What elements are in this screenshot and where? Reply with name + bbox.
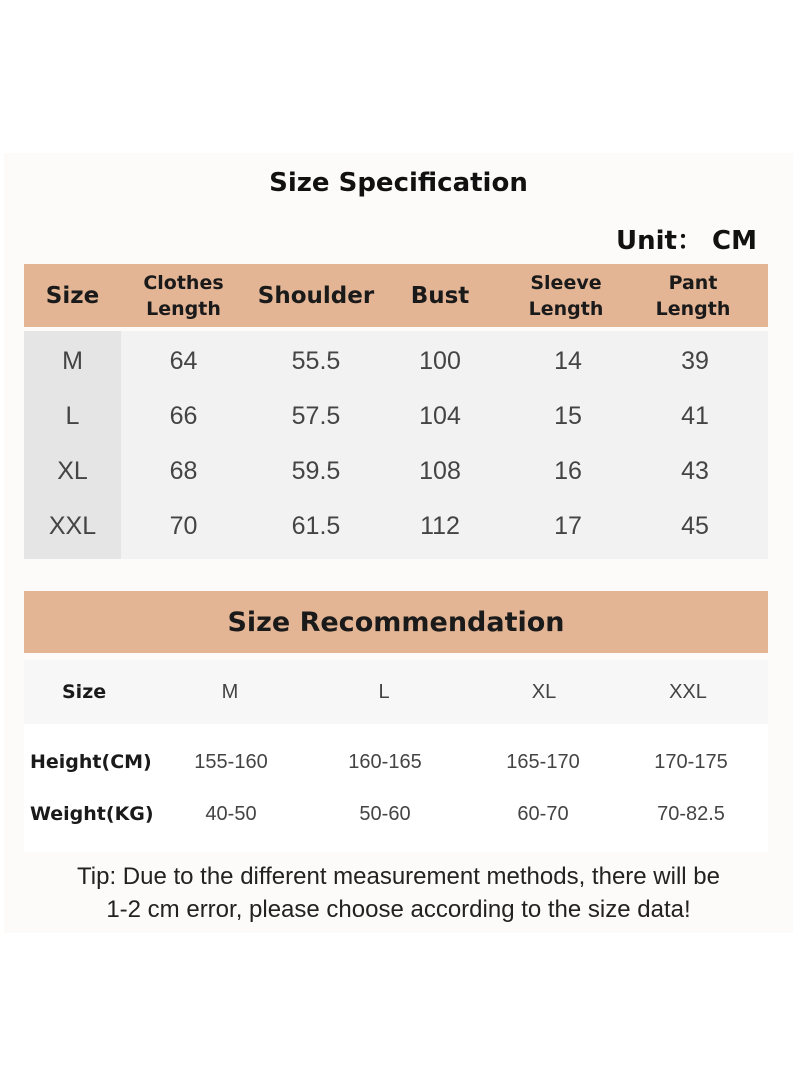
spec-cell: 43 bbox=[681, 457, 709, 485]
recommendation-cell: 70-82.5 bbox=[657, 802, 725, 825]
spec-cell: 45 bbox=[681, 512, 709, 540]
table-row bbox=[24, 736, 768, 788]
recommendation-cell: 160-165 bbox=[348, 750, 422, 773]
table-row bbox=[24, 334, 768, 389]
spec-cell: 100 bbox=[419, 347, 461, 375]
recommendation-cell: 155-160 bbox=[194, 750, 268, 773]
spec-cell: 55.5 bbox=[291, 347, 341, 375]
spec-cell: 41 bbox=[681, 402, 709, 430]
spec-cell: 68 bbox=[169, 457, 198, 485]
spec-header-pant-length: Pant Length bbox=[655, 271, 731, 320]
spec-header-shoulder: Shoulder bbox=[257, 282, 375, 309]
recommendation-size: XXL bbox=[669, 680, 707, 703]
recommendation-size-label: Size bbox=[62, 681, 107, 703]
recommendation-table-body bbox=[24, 724, 768, 852]
recommendation-cell: 170-175 bbox=[654, 750, 728, 773]
recommendation-cell: 60-70 bbox=[517, 802, 569, 825]
spec-cell: 14 bbox=[554, 347, 582, 375]
recommendation-size-row bbox=[24, 660, 768, 724]
spec-cell: 15 bbox=[554, 402, 582, 430]
page-title: Size Specification bbox=[269, 168, 528, 198]
spec-cell: M bbox=[62, 347, 83, 375]
spec-cell: 104 bbox=[419, 402, 461, 430]
recommendation-cell: 165-170 bbox=[506, 750, 580, 773]
tip-line-2: 1-2 cm error, please choose according to the size data! bbox=[106, 896, 691, 923]
recommendation-cell: 40-50 bbox=[205, 802, 257, 825]
spec-cell: 64 bbox=[169, 347, 198, 375]
spec-header-size: Size bbox=[45, 282, 100, 309]
table-row bbox=[24, 788, 768, 840]
spec-header-clothes-length: Clothes Length bbox=[143, 271, 224, 320]
recommendation-title: Size Recommendation bbox=[24, 591, 768, 653]
spec-cell: 66 bbox=[169, 402, 198, 430]
recommendation-size: XL bbox=[531, 680, 557, 703]
spec-header-sleeve-length: Sleeve Length bbox=[528, 271, 604, 320]
spec-cell: 17 bbox=[554, 512, 582, 540]
spec-cell: 39 bbox=[681, 347, 709, 375]
spec-header-bust: Bust bbox=[410, 282, 470, 309]
height-label: Height(CM) bbox=[30, 751, 152, 773]
measurement-tip bbox=[0, 860, 797, 926]
unit-label: Unit： CM bbox=[616, 226, 757, 256]
spec-cell: L bbox=[65, 402, 80, 430]
spec-table-body bbox=[24, 331, 768, 559]
tip-line-1: Tip: Due to the different measurement methods, there will be bbox=[77, 863, 720, 890]
spec-table-header bbox=[24, 264, 768, 327]
recommendation-cell: 50-60 bbox=[359, 802, 411, 825]
table-row bbox=[24, 389, 768, 444]
spec-cell: 61.5 bbox=[291, 512, 341, 540]
table-row bbox=[24, 499, 768, 554]
spec-cell: 112 bbox=[420, 512, 460, 540]
table-row bbox=[24, 444, 768, 499]
spec-cell: 16 bbox=[554, 457, 582, 485]
recommendation-size: L bbox=[378, 680, 390, 703]
spec-cell: XXL bbox=[48, 512, 97, 540]
spec-cell: 59.5 bbox=[291, 457, 341, 485]
spec-cell: 108 bbox=[419, 457, 461, 485]
spec-cell: XL bbox=[57, 457, 88, 485]
spec-cell: 70 bbox=[169, 512, 198, 540]
spec-cell: 57.5 bbox=[291, 402, 341, 430]
weight-label: Weight(KG) bbox=[30, 803, 154, 825]
recommendation-size: M bbox=[221, 680, 239, 703]
